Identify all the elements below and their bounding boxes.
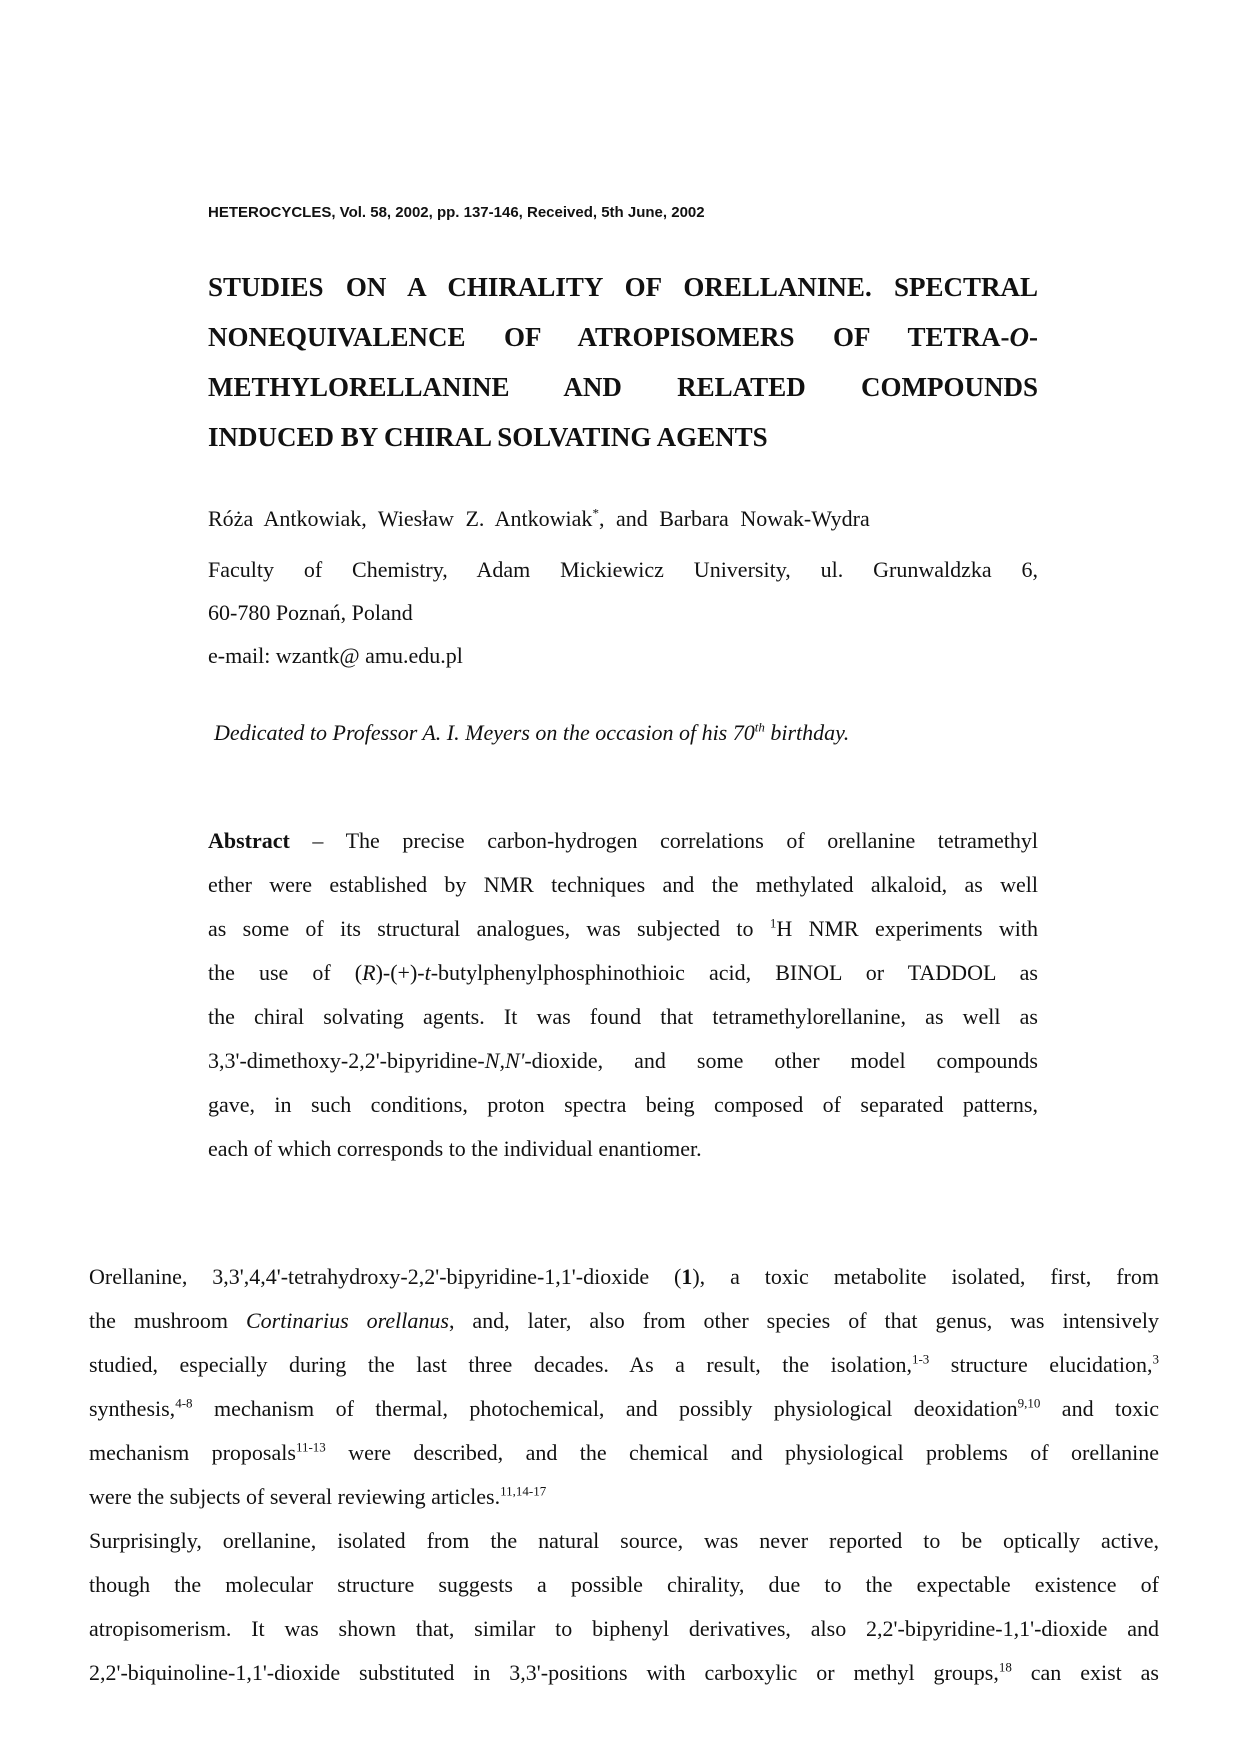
title-line: METHYLORELLANINE AND RELATED COMPOUNDS [208,372,1038,402]
body-line: were the subjects of several reviewing articles.$^{11,14-17}$ [89,1483,547,1509]
body-line: mechanism proposals$^{11-13}$ were described, and the chemical and physiological problems of orellanine [89,1439,1159,1465]
paper-title [208,262,1038,462]
body-line: Orellanine, 3,3',4,4'-tetrahydroxy-2,2'-bipyridine-1,1'-dioxide (1), a toxic metabolite isolated, first, from [89,1264,1159,1289]
title-line: STUDIES ON A CHIRALITY OF ORELLANINE. SPECTRAL [208,272,1038,302]
reference-marker: 11,14-17 [500,1483,547,1499]
corresponding-author-marker: * [592,505,599,521]
email-address: e-mail: wzantk@ amu.edu.pl [208,643,463,668]
body-line: Surprisingly, orellanine, isolated from the natural source, was never reported to be optically active, [89,1528,1159,1553]
dedication: Dedicated to Professor A. I. Meyers on the occasion of his 70th birthday. [214,719,850,745]
reference-marker: 4-8 [175,1395,193,1411]
reference-marker: 11-13 [295,1439,326,1455]
affiliation-line: Faculty of Chemistry, Adam Mickiewicz University, ul. Grunwaldzka 6, [208,557,1038,582]
title-line: INDUCED BY CHIRAL SOLVATING AGENTS [208,422,768,452]
abstract-line: the chiral solvating agents. It was found that tetramethylorellanine, as well as [208,1004,1038,1029]
reference-marker: 3 [1152,1351,1159,1367]
reference-marker: 1-3 [911,1351,930,1367]
abstract-line: Abstract – The precise carbon-hydrogen correlations of orellanine tetramethyl [208,828,1038,853]
journal-citation: HETEROCYCLES, Vol. 58, 2002, pp. 137-146, Received, 5th June, 2002 [208,204,705,221]
abstract-line: 3,3'-dimethoxy-2,2'-bipyridine-N,N'-dioxide, and some other model compounds [208,1048,1038,1073]
body-text [89,1255,1159,1695]
abstract-line: as some of its structural analogues, was subjected to $^1$H NMR experiments with [208,915,1038,941]
body-line: 2,2'-biquinoline-1,1'-dioxide substituted in 3,3'-positions with carboxylic or methyl groups,$^{18}$ can exist as [89,1659,1159,1685]
abstract-line: each of which corresponds to the individual enantiomer. [208,1136,702,1161]
body-line: though the molecular structure suggests a possible chirality, due to the expectable existence of [89,1572,1159,1597]
author-list: Róża Antkowiak, Wiesław Z. Antkowiak*, and Barbara Nowak-Wydra [208,505,870,531]
affiliation-line: 60-780 Poznań, Poland [208,600,413,625]
abstract-line: ether were established by NMR techniques and the methylated alkaloid, as well [208,872,1038,897]
body-line: atropisomerism. It was shown that, similar to biphenyl derivatives, also 2,2'-bipyridine-1,1'-dioxide and [89,1616,1159,1641]
body-line: studied, especially during the last three decades. As a result, the isolation,$^{1-3}$ structure elucidation,$^3$ [89,1351,1159,1377]
title-line: NONEQUIVALENCE OF ATROPISOMERS OF TETRA-O- [208,322,1038,352]
body-line: synthesis,$^{4-8}$ mechanism of thermal, photochemical, and possibly physiological deoxidation$^{9,10}$ and toxic [89,1395,1159,1421]
reference-marker: 18 [998,1659,1012,1675]
abstract-line: gave, in such conditions, proton spectra being composed of separated patterns, [208,1092,1038,1117]
compound-number: 1 [681,1264,693,1289]
abstract-label: Abstract [208,828,290,853]
abstract [208,819,1038,1171]
abstract-line: the use of (R)-(+)-t-butylphenylphosphinothioic acid, BINOL or TADDOL as [208,960,1038,985]
body-line: the mushroom Cortinarius orellanus, and, later, also from other species of that genus, was intensively [89,1308,1159,1333]
species-name: Cortinarius orellanus [245,1308,449,1333]
affiliation [208,548,1038,677]
reference-marker: 9,10 [1017,1395,1041,1411]
